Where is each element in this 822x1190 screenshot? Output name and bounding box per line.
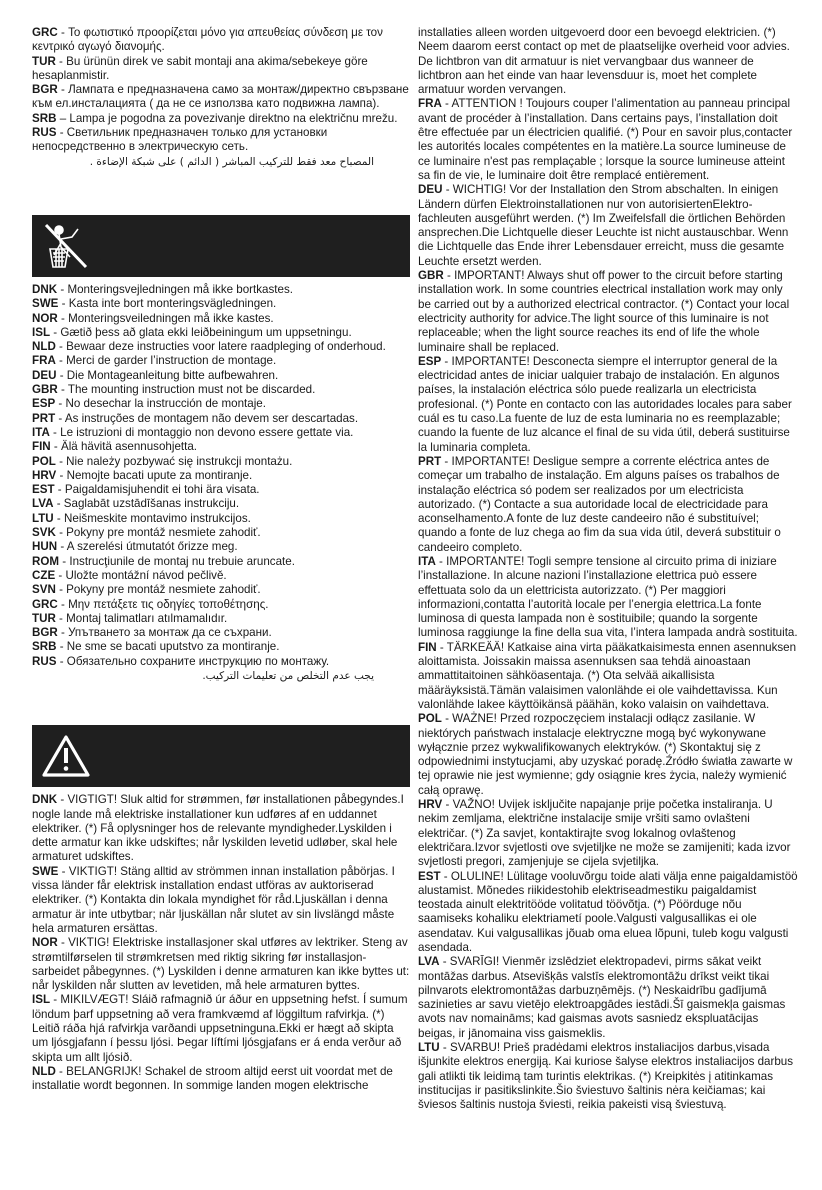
language-code: ESP	[32, 397, 56, 411]
language-entry	[32, 369, 410, 383]
language-code: ITA	[32, 425, 50, 439]
arabic-keep-instructions-text: يجب عدم التخلص من تعليمات التركيب.	[202, 669, 374, 682]
language-entry	[32, 569, 410, 583]
separator: -	[59, 554, 70, 568]
separator: –	[56, 111, 70, 125]
separator: -	[442, 798, 453, 812]
language-text: Pokyny pre montáž nesmiete zahodiť.	[66, 526, 261, 540]
language-text: The mounting instruction must not be discarded.	[67, 383, 316, 397]
separator: -	[50, 325, 61, 339]
language-text: Упътването за монтаж да се съхрани.	[68, 626, 272, 640]
separator: -	[57, 383, 68, 397]
language-entry	[32, 555, 410, 569]
language-code: DEU	[418, 183, 443, 197]
separator: -	[439, 1041, 450, 1055]
language-code: HRV	[32, 468, 57, 482]
language-text: Pokyny pre montáž nesmiete zahodiť.	[66, 583, 261, 597]
language-text: IMPORTANTE! Desconecta siempre el interruptor general de la electricidad antes de iniciar ualquier trabajo de instalación. En algunos países, la instalación eléctrica sólo puede realizarla un electricista profesional. (*) Ponte en contacto con las autoridades locales para saber cuál es tu caso.La fuente de luz de esta luminaria no es reemplazable; cuando la fuente de luz alcance el final de su vida útil, deberá sustituirse la luminaria completa.	[418, 354, 792, 454]
separator: -	[57, 83, 69, 97]
language-entry	[32, 936, 410, 993]
language-text: Bewaar deze instructies voor latere raadpleging of onderhoud.	[66, 340, 386, 354]
language-text: Merci de garder l’instruction de montage.	[66, 354, 277, 368]
language-entry	[418, 355, 798, 455]
language-text: installaties alleen worden uitgevoerd door een bevoegd elektricien. (*) Neem daarom eerst contact op met de plaatselijke overheid voor advies. De lichtbron van dit armatuur is niet vervangbaar dus wanneer de lichtbron aan het einde van haar levensduur is, moet het complete armatuur worden vervangen.	[418, 26, 790, 97]
separator: -	[436, 640, 447, 654]
direct-connection-section	[32, 26, 410, 155]
keep-instructions-section	[32, 283, 410, 669]
language-text: OLULINE! Lülitage vooluvõrgu toide alati välja enne paigaldamistöö alustamist. Mõnedes riikidestohib elektriseadmestiku paigaldamist teostada ainult elektritööde volitatud töövõtja. (*) Pöörduge nõu saamiseks kohaliku elektriametí poole.Valgusti valgusallikas ei ole asendatav. Kui valgusallikas jõuab oma eluea lõpuni, tuleb kogu valgusti asendada.	[418, 869, 798, 954]
language-code: SVK	[32, 526, 56, 540]
language-code: FIN	[32, 440, 51, 454]
separator: -	[440, 869, 451, 883]
separator: -	[55, 454, 67, 468]
separator: -	[49, 425, 61, 439]
separator: -	[55, 611, 67, 625]
separator: -	[55, 568, 66, 582]
language-entry	[32, 640, 410, 654]
language-text: TÄRKEÄÄ! Katkaise aina virta pääkatkaisimesta ennen asennuksen aloittamista. Joissakin maissa asennuksen saa tehdä ainoastaan ammattitaitoinen sähköasentaja. (*) Ota selvää aikallisista määräyksistä.Tämän valaisimen valonlähde ei ole vaihdettavissa. Kun valonlähde lakee käyttöikänsä päähän, koko valaisin on vaihdettava.	[418, 640, 797, 711]
arabic-direct-connection-text: المصباح معد فقط للتركيب المباشر ( الدائم ) على شبكة الإضاءة .	[89, 155, 374, 168]
separator: -	[57, 626, 69, 640]
separator: -	[55, 583, 67, 597]
language-text: Kasta inte bort monteringsvägledningen.	[68, 297, 277, 311]
language-code: GBR	[418, 269, 444, 283]
language-text: Le istruzioni di montaggio non devono essere gettate via.	[60, 425, 354, 439]
language-text: Лампата е предназначена само за монтаж/директно свързване към ел.инсталацията ( да не се използва като подвижна лампа).	[32, 83, 409, 111]
language-text: SVARĪGI! Vienmēr izslēdziet elektropadevi, pirms sākat veikt montāžas darbus. Atsevišķās valstīs elektromontāžu drīkst veikt tikai pilnvarots elektromontāžas darbuzņēmējs. (*) Neskaidrību gadījumā sazinieties ar savu vietējo elektroapgādes iestādi.Šī gaismekļa gaismas avots nav nomaināms; kad gaismas avots sasniedz ekspluatācijas beigas, ir jānomaina viss gaismeklis.	[418, 955, 786, 1040]
language-code: ROM	[32, 554, 60, 568]
language-entry	[32, 112, 410, 126]
language-entry	[418, 26, 798, 97]
language-entry	[32, 1065, 410, 1094]
language-entry	[32, 340, 410, 354]
installation-warnings-left	[32, 793, 410, 1093]
separator: -	[439, 955, 450, 969]
language-code: HRV	[418, 798, 443, 812]
language-text: Bu ürünün direk ve sabit montaji ana akima/sebekeye göre hesaplanmistir.	[32, 54, 368, 82]
separator: -	[57, 936, 69, 950]
language-text: Μην πετάξετε τις οδηγίες τοποθέτησης.	[68, 597, 269, 611]
right-column	[418, 26, 798, 1176]
language-code: RUS	[32, 654, 57, 668]
language-entry	[418, 455, 798, 555]
language-entry	[32, 297, 410, 311]
language-code: HUN	[32, 540, 58, 554]
language-text: Gætið þess að glata ekki leiðbeiningum um uppsetningu.	[60, 325, 352, 339]
language-entry	[32, 598, 410, 612]
language-code: DNK	[32, 793, 58, 807]
language-text: Светильник предназначен только для установки непосредственно в электрическую сеть.	[32, 126, 328, 154]
separator: -	[56, 640, 67, 654]
separator: -	[57, 282, 68, 296]
language-text: VIGTIGT! Sluk altid for strømmen, før installationen påbegyndes.I nogle lande må elektriske installationer kun udføres af en uddannet elektriker. (*) Få oplysninger hos de relevante myndigheder.Lyskilden i dette armatur kan ikke udskiftes; når lyskilden levetid udløber, skal hele armaturet udskiftes.	[32, 793, 404, 864]
language-entry	[32, 412, 410, 426]
language-entry	[32, 455, 410, 469]
language-entry	[32, 612, 410, 626]
separator: -	[441, 454, 452, 468]
language-text: Monteringsvejledningen må ikke bortkastes.	[67, 282, 293, 296]
language-entry	[32, 397, 410, 411]
language-entry	[418, 1041, 798, 1112]
separator: -	[57, 26, 69, 39]
language-code: DNK	[32, 282, 58, 296]
language-text: As instruções de montagem não devem ser descartadas.	[64, 411, 359, 425]
language-entry	[418, 555, 798, 641]
language-entry	[32, 483, 410, 497]
language-code: BGR	[32, 626, 58, 640]
language-text: A szerelési útmutatót őrizze meg.	[66, 540, 238, 554]
language-entry	[32, 993, 410, 1064]
no-litter-bin-icon	[32, 215, 100, 277]
separator: -	[53, 511, 64, 525]
language-text: IMPORTANTE! Togli sempre tensione al circuito prima di iniziare l’installazione. In alcune nazioni l’installazione elettrica può essere effettuata solo da un elettricista autorizzato. (*) Per maggiori informazioni,contatta l’autorità locale per l’energia elettrica.La fonte luminosa di questa lampada non è sostituibile; quando la sorgente luminosa raggiunge la fine della sua vita, l’intera lampada andrà sostituita.	[418, 554, 798, 640]
separator: -	[50, 993, 61, 1007]
language-entry	[418, 712, 798, 798]
language-code: NLD	[32, 1064, 56, 1078]
language-text: Nemojte bacati upute za montiranje.	[66, 468, 253, 482]
language-text: Uložte montážní návod pečlivě.	[65, 568, 227, 582]
separator: -	[54, 483, 65, 497]
language-entry	[32, 497, 410, 511]
separator: -	[57, 311, 69, 325]
language-entry	[32, 512, 410, 526]
separator: -	[442, 183, 453, 197]
language-text: Το φωτιστικό προορίζεται μόνο για απευθείας σύνδεση με τον κεντρικό αγωγό διανομής.	[32, 26, 383, 54]
separator: -	[58, 297, 69, 311]
language-code: POL	[32, 454, 56, 468]
warning-triangle-icon	[32, 725, 100, 787]
language-text: BELANGRIJK! Schakel de stroom altijd eerst uit voordat met de installatie wordt begonnen. In sommige landen mogen elektrische	[32, 1064, 393, 1093]
separator: -	[56, 468, 67, 482]
separator: -	[55, 1064, 67, 1078]
language-code: PRT	[32, 411, 56, 425]
language-entry	[32, 312, 410, 326]
language-entry	[418, 269, 798, 355]
language-text: Saglabāt uzstādīšanas instrukciju.	[63, 497, 240, 511]
language-text: VAŽNO! Uvijek isključite napajanje prije početka instaliranja. U nekim zemljama, električne instalacije smije vršiti samo ovlašteni električar. (*) Za savjet, kontaktirajte svog lokalnog ovlaštenog električara.Izvor svjetlosti ove svjetiljke ne može se zamijeniti; kada izvor svjetlosti pregori, zamjenjuje se cijela svjetiljka.	[418, 798, 791, 869]
language-code: NLD	[32, 340, 56, 354]
language-text: WAŻNE! Przed rozpoczęciem instalacji odłącz zasilanie. W niektórych państwach instalacje elektryczne mogą być wykonywane wyłącznie przez wykwalifikowanych elektryków. (*) Skontaktuj się z odpowiednimi instytucjami, aby uzyskać poradę.Źródło światła zawarte w tej oprawie nie jest wymienne; gdy osiągnie kres życia, należy wymienić całą oprawę.	[418, 712, 793, 797]
language-entry	[32, 865, 410, 936]
language-entry	[418, 641, 798, 712]
language-code: GRC	[32, 26, 58, 39]
language-entry	[32, 526, 410, 540]
language-code: PRT	[418, 454, 442, 468]
language-code: ISL	[32, 325, 51, 339]
language-code: RUS	[32, 126, 57, 140]
language-text: VIKTIG! Elektriske installasjoner skal utføres av lektriker. Steng av strømtilførselen til strømkretsen med riktig sikring før installasjon-sarbeidet påbegynnes. (*) Lyskilden i denne armaturen kan ikke byttes ut: når lyskilden når slutten av levetiden, må hele armaturen byttes.	[32, 936, 410, 993]
language-entry	[418, 870, 798, 956]
language-text: Ne sme se bacati uputstvo za montiranje.	[66, 640, 280, 654]
language-text: Lampa je pogodna za povezivanje direktno na električnu mrežu.	[69, 111, 398, 125]
language-entry	[32, 469, 410, 483]
language-code: EST	[32, 483, 55, 497]
language-text: SVARBU! Prieš pradėdami elektros instaliacijos darbus,visada išjunkite elektros energiją. Kai kuriose šalyse elektros instaliacijos darbus gali atlikti tik leidimą tam turintis elektrikas. (*) Kreipkitės į atitinkamas institucijas ir pasitikslinkite.Šio šviestuvo šaltinis nėra keičiamas; kai šviesos šaltinis nustoja šviesti, reikia pakeisti visą šviestuvą.	[418, 1041, 794, 1112]
separator: -	[55, 397, 66, 411]
language-code: GRC	[32, 597, 58, 611]
language-code: LTU	[32, 511, 54, 525]
language-code: SVN	[32, 583, 56, 597]
separator: -	[55, 526, 67, 540]
language-text: Montaj talimatları atılmamalıdır.	[66, 611, 228, 625]
separator: -	[55, 54, 67, 68]
language-text: Instrucţiunile de montaj nu trebuie aruncate.	[69, 554, 295, 568]
language-code: SRB	[32, 640, 57, 654]
separator: -	[53, 497, 64, 511]
language-entry	[418, 798, 798, 869]
separator: -	[57, 597, 69, 611]
language-text: Nie należy pozbywać się instrukcji montażu.	[66, 454, 293, 468]
installation-warnings-right	[418, 26, 798, 1113]
language-entry	[418, 183, 798, 269]
language-code: NOR	[32, 936, 58, 950]
left-column	[32, 26, 410, 1166]
separator: -	[55, 411, 65, 425]
language-entry	[32, 26, 410, 55]
language-code: NOR	[32, 311, 58, 325]
language-entry	[418, 955, 798, 1041]
language-code: TUR	[32, 54, 56, 68]
language-entry	[32, 126, 410, 155]
language-text: IMPORTANTE! Desligue sempre a corrente eléctrica antes de começar um trabalho de instalação. Em alguns países os trabalhos de instalação eléctrica só podem ser realizados por um electricista autorizado. (*) Contacte a sua autoridade local de electricidade para aconselhamento.A fonte de luz deste candeeiro não é substituível; quando a fonte de luz chega ao fim da sua vida útil, deverá substituir o candeeiro completo.	[418, 454, 781, 554]
separator: -	[56, 126, 67, 140]
language-entry	[32, 793, 410, 864]
warning-banner	[32, 725, 410, 787]
language-entry	[32, 326, 410, 340]
language-code: SRB	[32, 111, 57, 125]
language-entry	[32, 655, 410, 669]
language-entry	[32, 83, 410, 112]
language-entry	[32, 55, 410, 84]
language-text: Paigaldamisjuhendit ei tohi ära visata.	[64, 483, 260, 497]
language-code: ISL	[32, 993, 51, 1007]
language-text: WICHTIG! Vor der Installation den Strom abschalten. In einigen Ländern dürfen Elektroinstallationen nur von autorisiertenElektro-fachleuten ausgeführt werden. (*) Im Zweifelsfall die örtlichen Behörden ansprechen.Die Lichtquelle dieser Leuchte ist nicht austauschbar. Wenn die Lichtquelle das Ende ihrer Lebensdauer erreicht, muss die gesamte Leuchte ersetzt werden.	[418, 183, 789, 268]
language-text: VIKTIGT! Stäng alltid av strömmen innan installation påbörjas. I vissa länder får elektrisk installation endast utföras av auktoriserad elektriker. (*) Kontakta din lokala myndighet för råd.Ljuskällan i denna armatur är inte utbytbar; när ljuskällan når slutet av sin livslängd måste hela armaturen ersättas.	[32, 864, 395, 935]
language-code: FRA	[32, 354, 56, 368]
language-text: IMPORTANT! Always shut off power to the circuit before starting installation work. In some countries electrical installation work may only be carried out by a authorized electrical contractor. (*) Contact your local electricity authority for advice.The light source of this luminaire is not replaceable; when the light source reaches its end of life the whole luminaire shall be replaced.	[418, 269, 790, 354]
language-code: FIN	[418, 640, 437, 654]
separator: -	[58, 864, 69, 878]
separator: -	[435, 554, 447, 568]
separator: -	[55, 340, 67, 354]
language-code: GBR	[32, 383, 58, 397]
separator: -	[441, 97, 452, 111]
separator: -	[55, 354, 67, 368]
language-text: Monteringsveiledningen må ikke kastes.	[68, 311, 274, 325]
language-text: Neišmeskite montavimo instrukcijos.	[64, 511, 251, 525]
language-code: LVA	[32, 497, 54, 511]
language-code: FRA	[418, 97, 442, 111]
language-text: No desechar la instrucción de montaje.	[65, 397, 266, 411]
language-entry	[32, 383, 410, 397]
language-code: ITA	[418, 554, 436, 568]
language-text: Älä hävitä asennusohjetta.	[61, 440, 198, 454]
separator: -	[50, 440, 61, 454]
separator: -	[57, 540, 67, 554]
language-entry	[32, 440, 410, 454]
language-entry	[32, 540, 410, 554]
language-code: SWE	[32, 864, 59, 878]
keep-instructions-banner	[32, 215, 410, 277]
language-entry	[32, 583, 410, 597]
language-entry	[418, 97, 798, 183]
language-code: LTU	[418, 1041, 440, 1055]
language-code: SWE	[32, 297, 59, 311]
language-text: MIKILVÆGT! Sláið rafmagnið úr áður en uppsetning hefst. Í sumum löndum þarf uppsetning að vera framkvæmd af löggiltum rafvirkja. (*) Leitið ráða hjá rafvirkja varðandi uppsetninguna.Ekki er hægt að skipta um ljósgjafann í þessu ljósi. Þegar líftími ljósgjafans er á enda verður að skipta um allt ljósið.	[32, 993, 408, 1064]
language-code: LVA	[418, 955, 440, 969]
language-entry	[32, 283, 410, 297]
language-text: Обязательно сохраните инструкцию по монтажу.	[66, 654, 330, 668]
separator: -	[56, 368, 67, 382]
language-entry	[32, 426, 410, 440]
language-code: ESP	[418, 354, 442, 368]
separator: -	[441, 354, 452, 368]
language-entry	[32, 354, 410, 368]
separator: -	[56, 654, 67, 668]
language-code: TUR	[32, 611, 56, 625]
language-code: BGR	[32, 83, 58, 97]
language-text: ATTENTION ! Toujours couper l’alimentation au panneau principal avant de procéder à l’installation. Dans certains pays, l’installation doit être effectuée par un électricien qualifié. (*) Pour en savoir plus,contacter les autorités locales compétentes en la matière.La source lumineuse de ce luminaire n'est pas remplaçable ; lorsque la source lumineuse atteint sa fin de vie, le luminaire doit être remplacé entièrement.	[418, 97, 793, 182]
separator: -	[441, 712, 453, 726]
language-code: EST	[418, 869, 441, 883]
separator: -	[57, 793, 68, 807]
language-entry	[32, 626, 410, 640]
separator: -	[443, 269, 455, 283]
language-text: Die Montageanleitung bitte aufbewahren.	[66, 368, 279, 382]
language-code: CZE	[32, 568, 56, 582]
language-code: DEU	[32, 368, 57, 382]
language-code: POL	[418, 712, 442, 726]
